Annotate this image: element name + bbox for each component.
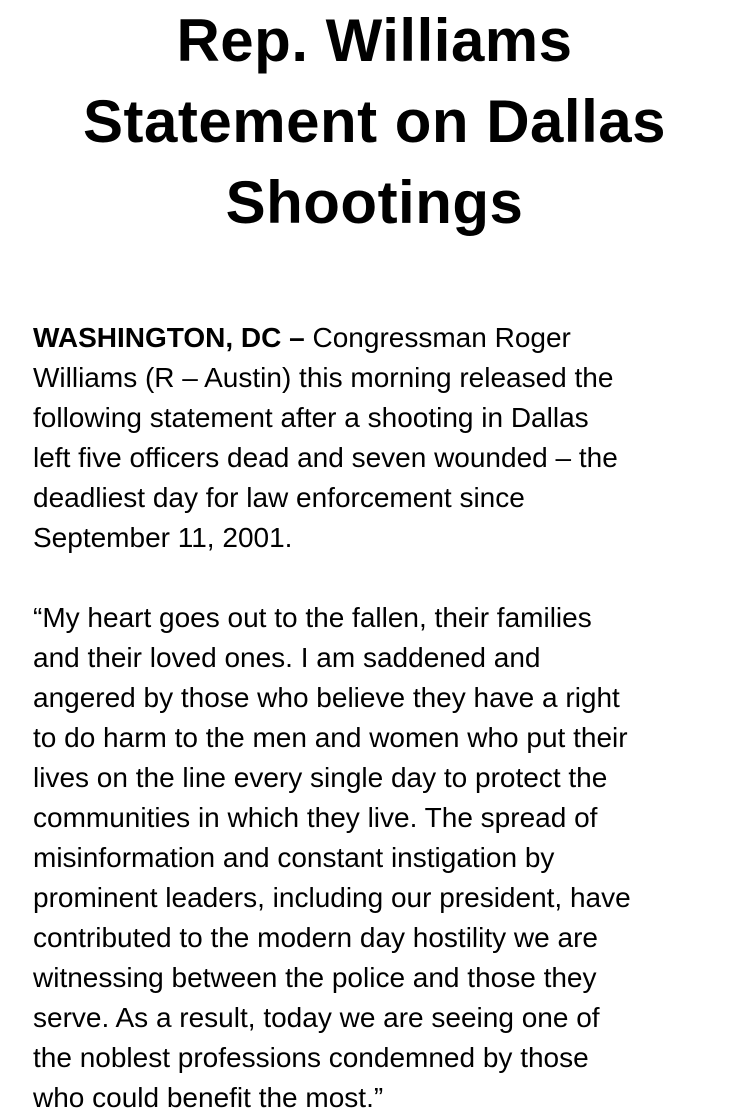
title-line: Rep. Williams (176, 7, 573, 74)
paragraph-line: September 11, 2001. (33, 522, 293, 553)
paragraph-line: and their loved ones. I am saddened and (33, 642, 541, 673)
paragraph-line: communities in which they live. The spread of (33, 802, 598, 833)
paragraph-line: who could benefit the most.” (33, 1082, 384, 1113)
paragraph-line: serve. As a result, today we are seeing one of (33, 1002, 600, 1033)
paragraph-line (33, 318, 733, 358)
paragraph-line: misinformation and constant instigation by (33, 842, 555, 873)
paragraph-line: contributed to the modern day hostility we are (33, 922, 598, 953)
paragraph-line-text: Congressman Roger (304, 322, 571, 353)
paragraph-line: Williams (R – Austin) this morning released the (33, 362, 614, 393)
quote-paragraph (33, 598, 733, 1118)
paragraph-spacer (33, 558, 733, 598)
page-title (0, 0, 749, 243)
dateline: WASHINGTON, DC – (33, 322, 305, 353)
paragraph-line: lives on the line every single day to protect the (33, 762, 608, 793)
paragraph-line: prominent leaders, including our president, have (33, 882, 631, 913)
paragraph-line: left five officers dead and seven wounded – the (33, 442, 618, 473)
intro-paragraph (33, 318, 733, 558)
title-line: Statement on Dallas (83, 88, 666, 155)
paragraph-line: to do harm to the men and women who put their (33, 722, 628, 753)
paragraph-line: angered by those who believe they have a right (33, 682, 620, 713)
paragraph-line: deadliest day for law enforcement since (33, 482, 525, 513)
paragraph-line: “My heart goes out to the fallen, their families (33, 602, 592, 633)
paragraph-line: following statement after a shooting in Dallas (33, 402, 589, 433)
statement-body (33, 318, 733, 1118)
paragraph-line: the noblest professions condemned by those (33, 1042, 589, 1073)
title-line: Shootings (225, 169, 524, 236)
paragraph-line: witnessing between the police and those they (33, 962, 597, 993)
